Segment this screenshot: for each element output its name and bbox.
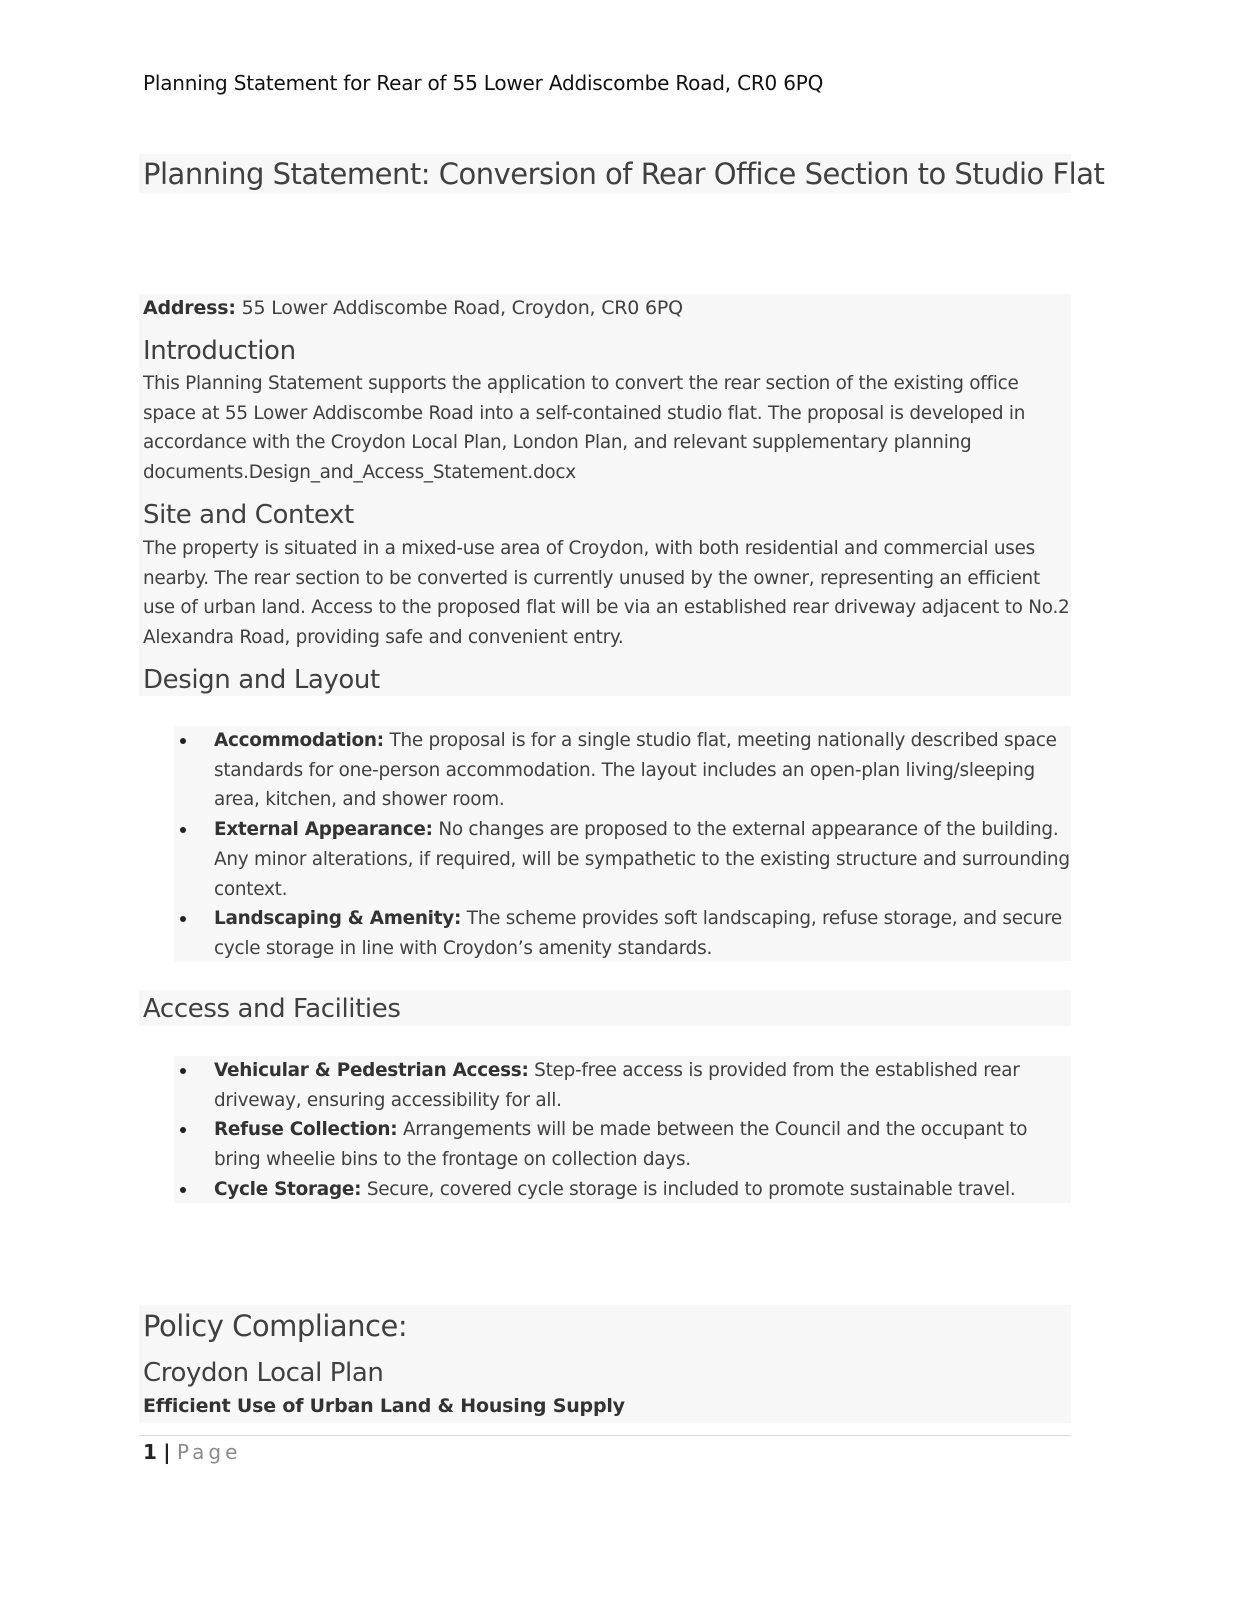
list-item (143, 1115, 1071, 1174)
bullet-icon (180, 1187, 186, 1193)
address-label: Address: (143, 297, 236, 319)
access-facilities-list (143, 1056, 1071, 1205)
introduction-paragraph: This Planning Statement supports the application to convert the rear section of the existing office space at 55 Lower Addiscombe Road into a self-contained studio flat. The proposal is developed in accordance with the Croydon Local Plan, London Plan, and relevant supplementary planning documents.Design_and_Access_Statement.docx (143, 373, 1026, 484)
list-item (143, 1056, 1071, 1115)
footer-separator: | (163, 1440, 171, 1464)
list-item-text: The proposal is for a single studio flat, meeting nationally described space standards for one-person accommodation. The layout includes an open-plan living/sleeping area, kitchen, and shower room. (214, 730, 1057, 811)
bullet-icon (180, 738, 186, 744)
list-item-text: The scheme provides soft landscaping, refuse storage, and secure cycle storage in line with Croydon’s amenity standards. (214, 908, 1062, 959)
list-item-text: Secure, covered cycle storage is included to promote sustainable travel. (361, 1178, 1016, 1200)
bullet-icon (180, 1068, 186, 1074)
bullet-icon (180, 1127, 186, 1133)
document-title: Planning Statement: Conversion of Rear Office Section to Studio Flat (143, 157, 1105, 191)
site-context-paragraph: The property is situated in a mixed-use area of Croydon, with both residential and commercial uses nearby. The rear section to be converted is currently unused by the owner, representing an efficient use of urban land. Access to the proposed flat will be via an established rear driveway adjacent to No.2 Alexandra Road, providing safe and convenient entry. (143, 538, 1070, 649)
design-layout-list (143, 726, 1071, 964)
list-item-label: Accommodation: (214, 730, 384, 751)
list-item-label: Refuse Collection: (214, 1119, 398, 1141)
design-layout-heading: Design and Layout (143, 665, 380, 695)
list-item-label: Landscaping & Amenity: (214, 908, 462, 930)
list-item (143, 726, 1071, 815)
page-number: 1 (143, 1440, 157, 1464)
introduction-heading: Introduction (143, 336, 296, 366)
list-item-label: External Appearance: (214, 819, 433, 841)
list-item-text: Arrangements will be made between the Council and the occupant to bring wheelie bins to the frontage on collection days. (214, 1119, 1028, 1171)
list-item (143, 904, 1071, 963)
list-item (143, 1175, 1071, 1205)
policy-heading: Policy Compliance: (143, 1309, 408, 1343)
list-item-label: Vehicular & Pedestrian Access: (214, 1060, 529, 1081)
page-label: Page (176, 1440, 242, 1464)
address-line (143, 293, 1071, 323)
site-context-heading: Site and Context (143, 500, 354, 530)
page-footer (143, 1440, 241, 1464)
list-item (143, 815, 1071, 904)
footer-divider (139, 1435, 1071, 1436)
bullet-icon (180, 916, 186, 922)
access-facilities-heading: Access and Facilities (143, 994, 401, 1024)
bullet-icon (180, 827, 186, 833)
list-item-label: Cycle Storage: (214, 1178, 362, 1200)
address-value: 55 Lower Addiscombe Road, Croydon, CR0 6PQ (235, 297, 683, 319)
running-header: Planning Statement for Rear of 55 Lower Addiscombe Road, CR0 6PQ (143, 71, 824, 95)
efficient-use-subheading: Efficient Use of Urban Land & Housing Supply (143, 1395, 625, 1417)
list-item-text: No changes are proposed to the external appearance of the building. Any minor alterations, if required, will be sympathetic to the existing structure and surrounding context. (214, 819, 1070, 900)
croydon-local-plan-heading: Croydon Local Plan (143, 1358, 384, 1388)
list-item-text: Step-free access is provided from the established rear driveway, ensuring accessibility for all. (214, 1060, 1020, 1111)
